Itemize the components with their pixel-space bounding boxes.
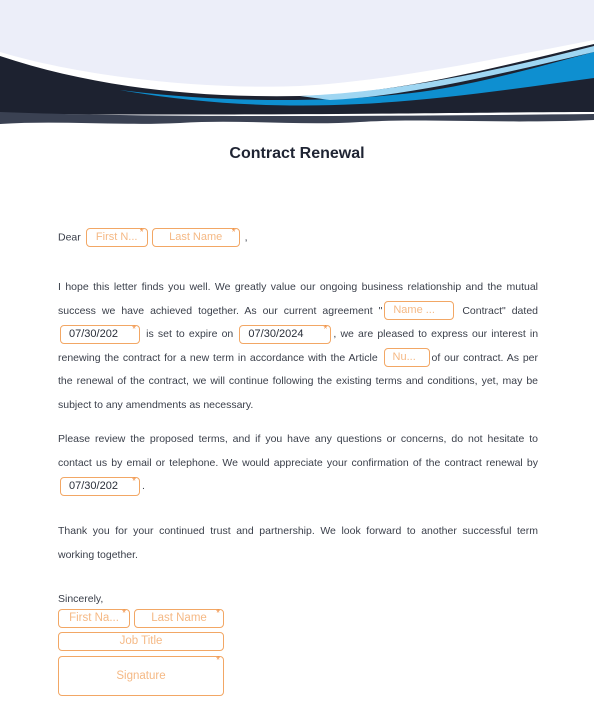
job-title-placeholder: Job Title: [119, 635, 163, 647]
p1-text-a: I hope this letter finds you well. We greatly value our ongoing business relationship and the mutual success we have achieved together. As our current agreement ": [58, 281, 538, 317]
signer-first-name-field[interactable]: [58, 609, 130, 628]
p1-text-c: is set to expire on: [146, 328, 234, 340]
p2-text-a: Please review the proposed terms, and if you have any questions or concerns, do not hesitate to contact us by email or telephone. We would appreciate your confirmation of the contract renewal by: [58, 433, 538, 469]
closing-text: Sincerely,: [58, 593, 104, 605]
required-mark: *: [122, 608, 126, 619]
dated-field[interactable]: [60, 325, 140, 344]
signature-field[interactable]: [58, 656, 224, 696]
required-mark: *: [231, 227, 236, 238]
paragraph-1: [58, 276, 538, 417]
article-number-placeholder: Nu...: [392, 351, 416, 364]
dated-value: 07/30/202: [69, 327, 118, 340]
signer-first-name-placeholder: First Na...: [69, 612, 119, 624]
p1-text-e: of our contract. As per the renewal of the contract, we will continue following the existing terms and conditions, yet, may be subject to any amendments as necessary.: [58, 351, 538, 411]
salutation-line: [58, 228, 538, 247]
salutation-comma: ,: [244, 231, 248, 244]
last-name-field[interactable]: [152, 228, 240, 247]
first-name-placeholder: First N...: [95, 231, 138, 243]
required-mark: *: [139, 227, 144, 238]
salutation-text: Dear: [58, 231, 81, 244]
last-name-placeholder: Last Name: [169, 231, 223, 243]
required-mark: *: [216, 655, 220, 666]
agreement-name-field[interactable]: [384, 301, 454, 320]
article-number-field[interactable]: [384, 348, 430, 367]
required-mark: *: [216, 608, 220, 619]
required-mark: *: [132, 475, 136, 487]
p1-text-b: Contract" dated: [462, 304, 538, 317]
expiry-date-field[interactable]: [239, 325, 331, 344]
signer-last-name-field[interactable]: [134, 609, 224, 628]
first-name-field[interactable]: [86, 228, 148, 247]
paragraph-3: Thank you for your continued trust and partnership. We look forward to another successful term working together.: [58, 525, 538, 561]
confirm-by-date-value: 07/30/202: [69, 479, 118, 492]
page-title: Contract Renewal: [229, 145, 365, 162]
required-mark: *: [323, 323, 328, 335]
p2-text-b: .: [142, 480, 145, 492]
job-title-field[interactable]: [58, 632, 224, 651]
expiry-date-value: 07/30/2024: [248, 327, 304, 340]
confirm-by-date-field[interactable]: [60, 477, 140, 496]
required-mark: *: [132, 323, 136, 335]
paragraph-2: [58, 428, 538, 499]
header-wave-banner: [0, 0, 594, 128]
signature-placeholder: Signature: [116, 670, 166, 682]
p1-text-d: , we are pleased to express our interest in renewing the contract for a new term in accordance with the Article: [58, 328, 539, 364]
signer-last-name-placeholder: Last Name: [151, 612, 207, 624]
agreement-name-placeholder: Name ...: [393, 304, 435, 317]
